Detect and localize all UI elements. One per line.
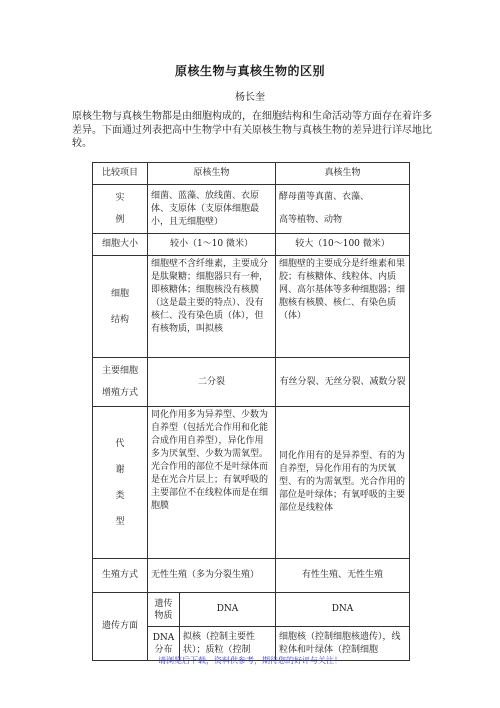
header-eukaryote: 真核生物 — [276, 163, 410, 185]
heredity-material-label: 遗传物质 — [148, 593, 180, 627]
heredity-material-prokaryote: DNA — [180, 593, 276, 627]
division-prokaryote: 二分裂 — [148, 358, 276, 407]
heredity-distribution-eukaryote: 细胞核（控制细胞核遗传），线粒体和叶绿体（控制细胞 — [276, 627, 410, 661]
metabolism-prokaryote: 同化作用多为异养型、少数为自养型（包括光合作用和化能合成作用自养型），异化作用多为厌氧型、少数为需氧型。光合作用的部位不是叶绿体而是在光合片层上；有氧呼吸的主要部位不在线粒体而是在细胞膜 — [148, 407, 276, 559]
row-label-heredity: 遗传方面 — [93, 593, 148, 661]
row-label-division: 主要细胞 增殖方式 — [93, 358, 148, 407]
heredity-material-eukaryote: DNA — [276, 593, 410, 627]
comparison-table — [92, 162, 410, 661]
example-prokaryote: 细菌、蓝藻、放线菌、衣原体、支原体（支原体细胞最小，且无细胞壁） — [148, 185, 276, 234]
table-row-metabolism — [93, 407, 410, 559]
author: 杨长奎 — [235, 92, 265, 103]
reproduction-eukaryote: 有性生殖、无性生殖 — [276, 559, 410, 593]
heredity-distribution-prokaryote: 拟核（控制主要性状）；质粒（控制 — [180, 627, 276, 661]
reproduction-prokaryote: 无性生殖（多为分裂生殖） — [148, 559, 276, 593]
row-label-metabolism: 代 谢 类 型 — [93, 407, 148, 559]
table-row-reproduction — [93, 559, 410, 593]
size-prokaryote: 较小（1～10 微米） — [148, 234, 276, 256]
header-prokaryote: 原核生物 — [148, 163, 276, 185]
page-title: 原核生物与真核生物的区别 — [174, 64, 325, 78]
structure-prokaryote: 细胞壁不含纤维素，主要成分是肽聚糖；细胞器只有一种，即核糖体；细胞核没有核膜（这是最主要的特点）、没有核仁、没有染色质（体），但有核物质，叫拟核 — [148, 256, 276, 358]
table-row-size — [93, 234, 410, 256]
size-eukaryote: 较大（10～100 微米） — [276, 234, 410, 256]
header-compare-item: 比较项目 — [93, 163, 148, 185]
division-eukaryote: 有丝分裂、无丝分裂、减数分裂 — [276, 358, 410, 407]
table-row-example — [93, 185, 410, 234]
structure-eukaryote: 细胞壁的主要成分是纤维素和果胶；有核糖体、线粒体、内质网、高尔基体等多种细胞器；细胞核有核膜、核仁、有染色质（体） — [276, 256, 410, 358]
metabolism-eukaryote: 同化作用有的是异养型、有的为自养型，异化作用有的为厌氧型、有的为需氧型。光合作用的部位是叶绿体；有氧呼吸的主要部位是线粒体 — [276, 407, 410, 559]
row-label-reproduction: 生殖方式 — [93, 559, 148, 593]
intro-paragraph: 原核生物与真核生物都是由细胞构成的，在细胞结构和生命活动等方面存在着许多差异。下面通过列表把高中生物学中有关原核生物与真核生物的差异进行详尽地比较。 — [72, 111, 432, 149]
row-label-example: 实 例 — [93, 185, 148, 234]
table-row-division — [93, 358, 410, 407]
heredity-distribution-label: DNA 分布 — [148, 627, 180, 661]
example-eukaryote: 酵母菌等真菌、衣藻、 高等植物、动物 — [276, 185, 410, 234]
table-row-structure — [93, 256, 410, 358]
row-label-structure: 细胞 结构 — [93, 256, 148, 358]
table-header-row — [93, 163, 410, 185]
table-row-heredity-material — [93, 593, 410, 627]
footer-note: 请浏览后下载，资料供参考，期待您的好评与关注！ — [158, 656, 342, 665]
row-label-size: 细胞大小 — [93, 234, 148, 256]
